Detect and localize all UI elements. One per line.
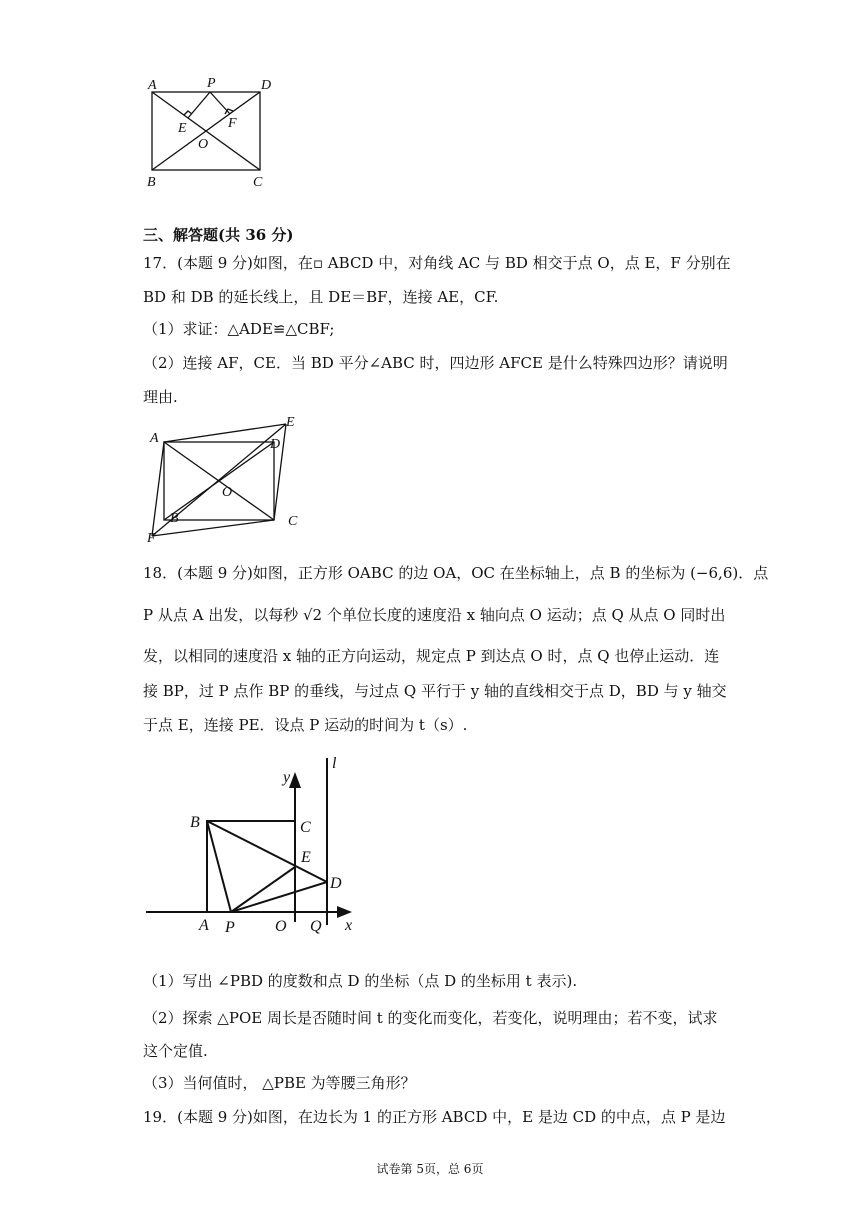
label-b: B: [170, 511, 179, 526]
label-c: C: [253, 175, 263, 190]
q18-line1: 18．(本题 9 分)如图，正方形 OABC 的边 OA，OC 在坐标轴上，点 B 的坐标为 (−6,6)．点: [143, 564, 769, 582]
q18-line4: 接 BP，过 P 点作 BP 的垂线，与过点 Q 平行于 y 轴的直线相交于点 D，BD 与 y 轴交: [143, 682, 727, 700]
label-b: B: [147, 175, 156, 190]
label-e: E: [178, 121, 187, 136]
label-o: O: [275, 918, 287, 935]
label-b: B: [190, 814, 200, 831]
label-q: Q: [310, 918, 322, 935]
label-c: C: [300, 819, 311, 836]
q18-line5: 于点 E，连接 PE．设点 P 运动的时间为 t（s）.: [143, 716, 468, 734]
section-title: 三、解答题(共 36 分): [143, 226, 294, 244]
label-f: F: [228, 116, 237, 131]
figure-rectangle-apd: [140, 72, 290, 192]
figure-parallelogram-abcd: [140, 412, 310, 550]
label-f: F: [147, 531, 156, 546]
q17-part1: （1）求证：△ADE≌△CBF;: [143, 320, 335, 338]
label-l: l: [332, 755, 337, 772]
q18-part2b: 这个定值.: [143, 1042, 208, 1060]
q17-part2a: （2）连接 AF，CE．当 BD 平分∠ABC 时，四边形 AFCE 是什么特殊四边形？请说明: [143, 354, 728, 372]
label-e: E: [286, 415, 295, 430]
page-footer: 试卷第 5页，总 6页: [376, 1162, 484, 1176]
figure-coordinate-square: [140, 750, 370, 940]
label-x: x: [345, 917, 353, 934]
label-a: A: [148, 78, 157, 93]
label-p: P: [207, 76, 216, 91]
q17-part2b: 理由.: [143, 388, 178, 406]
label-o: O: [198, 137, 209, 152]
q17-line2: BD 和 DB 的延长线上，且 DE＝BF，连接 AE，CF.: [143, 288, 499, 306]
q17-line1: 17．(本题 9 分)如图，在▫ ABCD 中，对角线 AC 与 BD 相交于点 O，点 E，F 分别在: [143, 254, 731, 272]
q18-part3: （3）当何值时， △PBE 为等腰三角形？: [143, 1074, 416, 1092]
q18-part2a: （2）探索 △POE 周长是否随时间 t 的变化而变化，若变化，说明理由；若不变，试求: [143, 1009, 718, 1027]
label-d: D: [261, 78, 272, 93]
label-a: A: [199, 917, 209, 934]
label-y: y: [283, 769, 291, 786]
q19-line1: 19．(本题 9 分)如图，在边长为 1 的正方形 ABCD 中，E 是边 CD 的中点，点 P 是边: [143, 1108, 726, 1126]
q18-line2: P 从点 A 出发，以每秒 √2 个单位长度的速度沿 x 轴向点 O 运动；点 Q 从点 O 同时出: [143, 606, 726, 624]
label-a: A: [150, 431, 159, 446]
label-e: E: [301, 849, 311, 866]
label-p: P: [225, 919, 235, 936]
q18-part1: （1）写出 ∠PBD 的度数和点 D 的坐标（点 D 的坐标用 t 表示).: [143, 972, 578, 990]
label-c: C: [288, 514, 298, 529]
q18-line3: 发，以相同的速度沿 x 轴的正方向运动，规定点 P 到达点 O 时，点 Q 也停止运动．连: [143, 647, 720, 665]
label-d: D: [330, 875, 342, 892]
label-d: D: [270, 437, 281, 452]
label-o: O: [222, 485, 233, 500]
